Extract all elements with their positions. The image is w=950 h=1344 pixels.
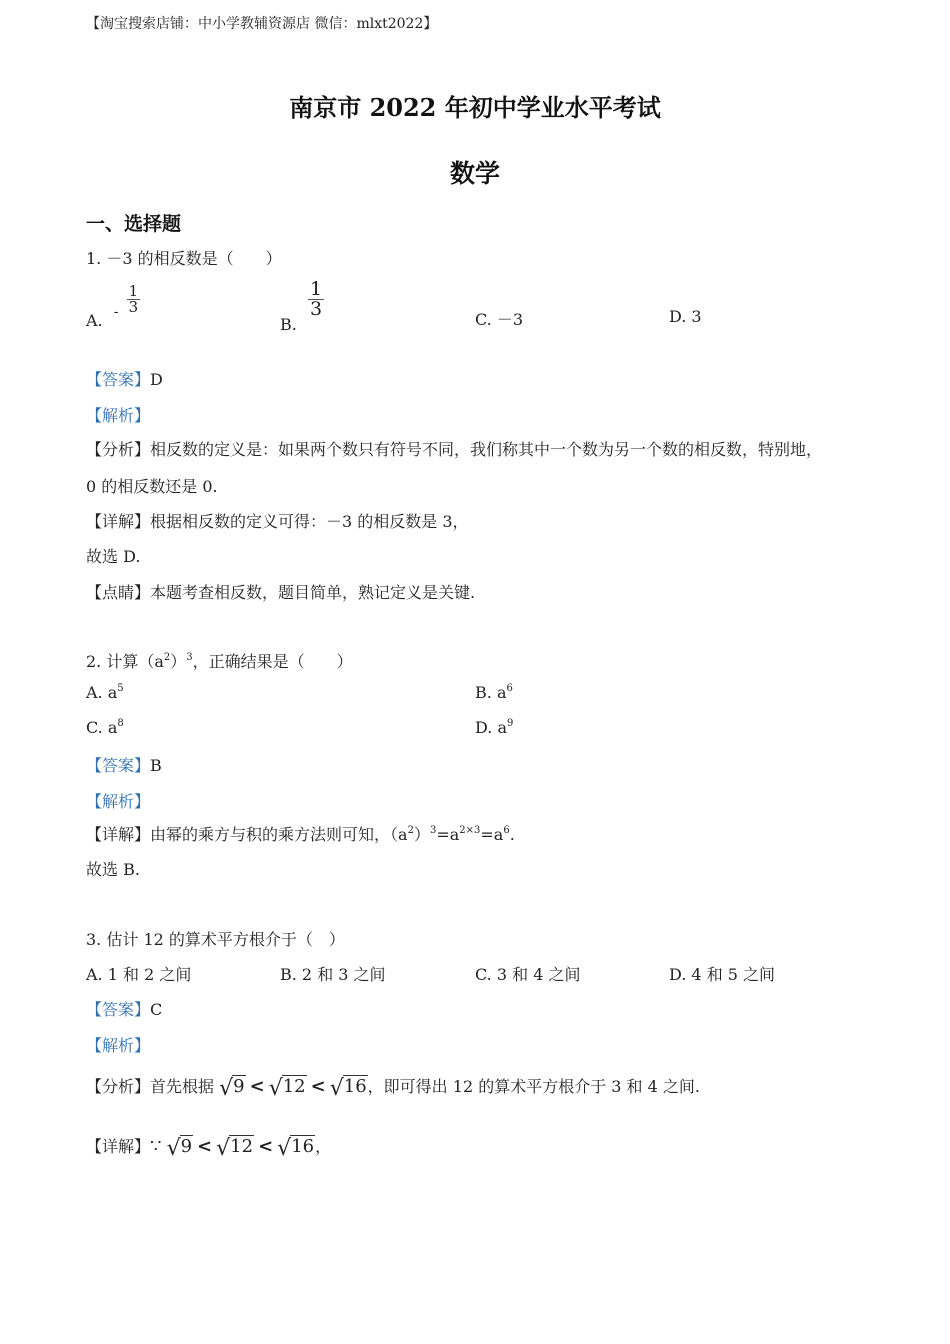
q3-option-c: C. 3 和 4 之间 (475, 965, 581, 984)
q1-fenxi-line1: 【分析】相反数的定义是：如果两个数只有符号不同，我们称其中一个数为另一个数的相反数，特别地， (86, 440, 823, 459)
q1-option-a: A. - $\frac{1}{3}$ (86, 282, 139, 330)
q3-analysis-tag: 【解析】 (86, 1036, 151, 1055)
q2-answer: 【答案】B (86, 756, 162, 775)
exam-title: 南京市 2022 年初中学业水平考试 (289, 93, 661, 122)
header-note: 【淘宝搜索店铺：中小学教辅资源店 微信：mlxt2022】 (86, 16, 438, 32)
q1-stem: 1. －3 的相反数是（ ） (86, 249, 282, 268)
q2-stem: 2. 计算$(a^2)^3$，正确结果是（ ） (86, 652, 353, 671)
q2-option-a: A. $a^5$ (86, 683, 124, 702)
sqrt-16: √16 (329, 1076, 367, 1101)
q3-option-d: D. 4 和 5 之间 (669, 965, 776, 984)
q3-option-b: B. 2 和 3 之间 (280, 965, 386, 984)
sqrt-9-detail: √9 (166, 1136, 193, 1161)
sqrt-16-detail: √16 (277, 1136, 315, 1161)
q1-b-fraction: $\frac{1}{3}$ (309, 278, 323, 320)
q2-option-d: D. $a^9$ (475, 718, 514, 737)
q1-option-d: D. 3 (669, 307, 702, 326)
sqrt-9: √9 (219, 1076, 245, 1101)
q2-option-c: C. $a^8$ (86, 718, 124, 737)
sqrt-12: √12 (268, 1076, 306, 1101)
q3-xiangjie: 【详解】∵ √9 < √12 < √16， (86, 1136, 332, 1161)
subject-title: 数学 (449, 159, 500, 188)
q3-fenxi: 【分析】首先根据 √9 < √12 < √16，即可得出 12 的算术平方根介于 3 和 4 之间. (86, 1076, 700, 1101)
q3-answer: 【答案】C (86, 1000, 163, 1019)
q2-option-b: B. $a^6$ (475, 683, 513, 702)
q3-stem: 3. 估计 12 的算术平方根介于（ ） (86, 930, 345, 949)
sqrt-12-detail: √12 (216, 1136, 254, 1161)
q1-answer: 【答案】D (86, 370, 163, 389)
section-heading: 一、选择题 (86, 213, 182, 235)
q1-analysis-tag: 【解析】 (86, 406, 151, 425)
q1-xiangjie: 【详解】根据相反数的定义可得：－3 的相反数是 3， (86, 512, 469, 531)
q2-analysis-tag: 【解析】 (86, 792, 151, 811)
q2-xiangjie: 【详解】由幂的乘方与积的乘方法则可知，$(a^2)^3=a^{2\times 3}=a^6$. (86, 825, 515, 844)
q1-dianjing: 【点睛】本题考查相反数，题目简单，熟记定义是关键. (86, 583, 476, 602)
q1-a-fraction: $\frac{1}{3}$ (128, 282, 139, 316)
q1-fenxi-line2: 0 的相反数还是 0. (86, 477, 218, 496)
q1-option-b: B. $\frac{1}{3}$ (280, 278, 323, 334)
q3-option-a: A. 1 和 2 之间 (86, 965, 192, 984)
q2-conclusion: 故选 B. (86, 860, 140, 879)
q1-conclusion: 故选 D. (86, 547, 141, 566)
q1-option-c: C. －3 (475, 310, 524, 329)
